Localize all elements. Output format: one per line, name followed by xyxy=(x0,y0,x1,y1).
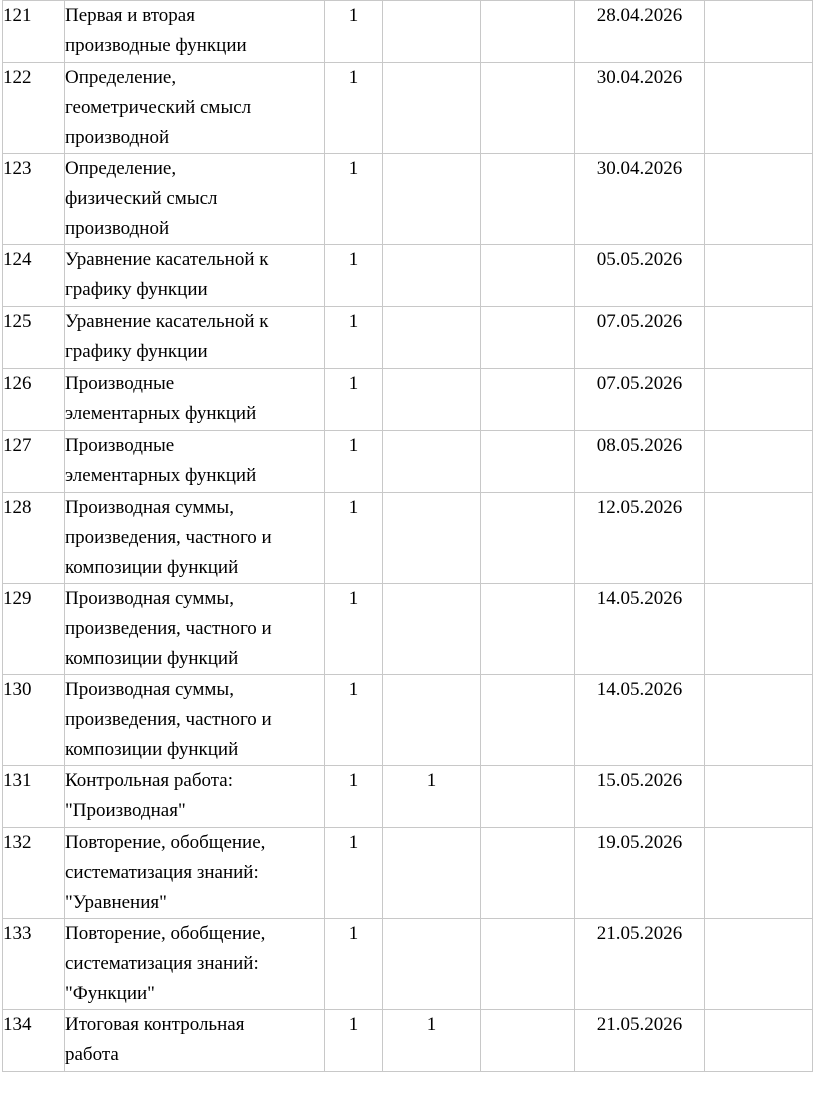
lesson-plan-table xyxy=(2,0,813,1072)
lesson-date: 08.05.2026 xyxy=(575,431,705,493)
lesson-practical-work xyxy=(481,828,575,919)
lesson-topic-line: физический смысл xyxy=(65,188,218,209)
lesson-number-cell xyxy=(3,431,65,493)
lesson-topic-cell xyxy=(65,307,325,369)
lesson-hours: 1 xyxy=(325,1,383,63)
lesson-topic-line: производной xyxy=(65,127,170,148)
lesson-topic-line: Повторение, обобщение, xyxy=(65,832,266,853)
lesson-date: 14.05.2026 xyxy=(575,675,705,766)
lesson-hours: 1 xyxy=(325,675,383,766)
lesson-practical-work xyxy=(481,919,575,1010)
lesson-control-work xyxy=(383,245,481,307)
lesson-topic-line: Контрольная работа: xyxy=(65,770,234,791)
table-row xyxy=(3,919,813,1010)
table-row xyxy=(3,675,813,766)
lesson-topic-line: Первая и вторая xyxy=(65,5,195,26)
lesson-number: 128 xyxy=(3,497,32,518)
table-row xyxy=(3,1010,813,1072)
lesson-topic-line: произведения, частного и xyxy=(65,709,272,730)
lesson-hours: 1 xyxy=(325,1010,383,1072)
lesson-date: 07.05.2026 xyxy=(575,307,705,369)
lesson-number: 132 xyxy=(3,832,32,853)
lesson-date: 21.05.2026 xyxy=(575,919,705,1010)
lesson-control-work xyxy=(383,307,481,369)
lesson-topic-line: Уравнение касательной к xyxy=(65,311,269,332)
lesson-control-work: 1 xyxy=(383,766,481,828)
lesson-control-work xyxy=(383,584,481,675)
table-row xyxy=(3,828,813,919)
lesson-control-work xyxy=(383,369,481,431)
lesson-practical-work xyxy=(481,766,575,828)
lesson-actual-date xyxy=(705,154,813,245)
lesson-practical-work xyxy=(481,584,575,675)
lesson-topic-line: производной xyxy=(65,218,170,239)
lesson-hours: 1 xyxy=(325,493,383,584)
lesson-actual-date xyxy=(705,1,813,63)
lesson-topic-line: Определение, xyxy=(65,158,177,179)
lesson-number-cell xyxy=(3,584,65,675)
lesson-topic-cell xyxy=(65,369,325,431)
lesson-number: 124 xyxy=(3,249,32,270)
lesson-date: 30.04.2026 xyxy=(575,63,705,154)
lesson-date: 21.05.2026 xyxy=(575,1010,705,1072)
lesson-topic-cell xyxy=(65,828,325,919)
lesson-date: 28.04.2026 xyxy=(575,1,705,63)
table-row xyxy=(3,1,813,63)
lesson-practical-work xyxy=(481,63,575,154)
lesson-number: 129 xyxy=(3,588,32,609)
lesson-control-work xyxy=(383,493,481,584)
lesson-topic-line: работа xyxy=(65,1044,119,1065)
lesson-practical-work xyxy=(481,675,575,766)
lesson-number: 131 xyxy=(3,770,32,791)
lesson-topic-line: элементарных функций xyxy=(65,465,257,486)
lesson-practical-work xyxy=(481,1,575,63)
lesson-practical-work xyxy=(481,493,575,584)
table-row xyxy=(3,154,813,245)
lesson-control-work xyxy=(383,828,481,919)
lesson-number: 134 xyxy=(3,1014,32,1035)
lesson-practical-work xyxy=(481,154,575,245)
lesson-practical-work xyxy=(481,245,575,307)
lesson-practical-work xyxy=(481,1010,575,1072)
lesson-number: 121 xyxy=(3,5,32,26)
table-row xyxy=(3,431,813,493)
lesson-actual-date xyxy=(705,584,813,675)
lesson-topic-cell xyxy=(65,675,325,766)
lesson-hours: 1 xyxy=(325,245,383,307)
lesson-topic-line: "Производная" xyxy=(65,800,186,821)
lesson-plan-body xyxy=(3,1,813,1072)
lesson-number: 127 xyxy=(3,435,32,456)
lesson-topic-cell xyxy=(65,245,325,307)
lesson-date: 15.05.2026 xyxy=(575,766,705,828)
lesson-date: 14.05.2026 xyxy=(575,584,705,675)
table-row xyxy=(3,245,813,307)
lesson-topic-line: Производная суммы, xyxy=(65,497,234,518)
lesson-actual-date xyxy=(705,307,813,369)
lesson-hours: 1 xyxy=(325,431,383,493)
lesson-number-cell xyxy=(3,1,65,63)
lesson-number-cell xyxy=(3,828,65,919)
lesson-topic-line: элементарных функций xyxy=(65,403,257,424)
lesson-topic-line: произведения, частного и xyxy=(65,618,272,639)
lesson-topic-line: графику функции xyxy=(65,279,208,300)
lesson-practical-work xyxy=(481,369,575,431)
lesson-number-cell xyxy=(3,369,65,431)
lesson-number-cell xyxy=(3,245,65,307)
lesson-topic-line: "Функции" xyxy=(65,983,155,1004)
lesson-number: 123 xyxy=(3,158,32,179)
lesson-topic-line: композиции функций xyxy=(65,557,239,578)
lesson-actual-date xyxy=(705,63,813,154)
lesson-actual-date xyxy=(705,766,813,828)
lesson-date: 12.05.2026 xyxy=(575,493,705,584)
lesson-topic-line: композиции функций xyxy=(65,648,239,669)
lesson-number: 133 xyxy=(3,923,32,944)
lesson-hours: 1 xyxy=(325,63,383,154)
lesson-number: 122 xyxy=(3,67,32,88)
lesson-number: 130 xyxy=(3,679,32,700)
lesson-number-cell xyxy=(3,154,65,245)
lesson-control-work xyxy=(383,675,481,766)
lesson-topic-line: "Уравнения" xyxy=(65,892,167,913)
lesson-topic-line: Итоговая контрольная xyxy=(65,1014,245,1035)
lesson-practical-work xyxy=(481,431,575,493)
lesson-hours: 1 xyxy=(325,584,383,675)
lesson-topic-line: Определение, xyxy=(65,67,177,88)
lesson-hours: 1 xyxy=(325,828,383,919)
lesson-number-cell xyxy=(3,307,65,369)
lesson-date: 07.05.2026 xyxy=(575,369,705,431)
lesson-topic-line: систематизация знаний: xyxy=(65,953,259,974)
table-row xyxy=(3,307,813,369)
lesson-number-cell xyxy=(3,493,65,584)
lesson-date: 19.05.2026 xyxy=(575,828,705,919)
lesson-hours: 1 xyxy=(325,369,383,431)
lesson-topic-cell xyxy=(65,919,325,1010)
lesson-actual-date xyxy=(705,369,813,431)
lesson-date: 05.05.2026 xyxy=(575,245,705,307)
lesson-hours: 1 xyxy=(325,919,383,1010)
lesson-topic-cell xyxy=(65,493,325,584)
table-row xyxy=(3,369,813,431)
table-row xyxy=(3,493,813,584)
lesson-topic-line: Производные xyxy=(65,435,175,456)
table-row xyxy=(3,766,813,828)
lesson-actual-date xyxy=(705,828,813,919)
lesson-topic-cell xyxy=(65,431,325,493)
lesson-hours: 1 xyxy=(325,154,383,245)
lesson-actual-date xyxy=(705,493,813,584)
lesson-topic-line: геометрический смысл xyxy=(65,97,252,118)
lesson-control-work xyxy=(383,154,481,245)
lesson-actual-date xyxy=(705,1010,813,1072)
lesson-practical-work xyxy=(481,307,575,369)
lesson-topic-line: композиции функций xyxy=(65,739,239,760)
lesson-topic-line: графику функции xyxy=(65,341,208,362)
lesson-number-cell xyxy=(3,919,65,1010)
lesson-topic-cell xyxy=(65,1010,325,1072)
lesson-topic-line: Производные xyxy=(65,373,175,394)
lesson-control-work xyxy=(383,63,481,154)
lesson-control-work xyxy=(383,431,481,493)
lesson-topic-line: произведения, частного и xyxy=(65,527,272,548)
lesson-actual-date xyxy=(705,919,813,1010)
lesson-topic-line: Производная суммы, xyxy=(65,588,234,609)
lesson-topic-cell xyxy=(65,63,325,154)
lesson-topic-cell xyxy=(65,154,325,245)
lesson-date: 30.04.2026 xyxy=(575,154,705,245)
lesson-actual-date xyxy=(705,431,813,493)
lesson-number-cell xyxy=(3,1010,65,1072)
lesson-topic-cell xyxy=(65,1,325,63)
table-row xyxy=(3,63,813,154)
lesson-topic-line: систематизация знаний: xyxy=(65,862,259,883)
lesson-actual-date xyxy=(705,675,813,766)
lesson-topic-cell xyxy=(65,584,325,675)
table-row xyxy=(3,584,813,675)
lesson-number-cell xyxy=(3,63,65,154)
lesson-actual-date xyxy=(705,245,813,307)
lesson-control-work xyxy=(383,1,481,63)
lesson-control-work xyxy=(383,919,481,1010)
lesson-hours: 1 xyxy=(325,766,383,828)
lesson-topic-line: Повторение, обобщение, xyxy=(65,923,266,944)
lesson-topic-line: Уравнение касательной к xyxy=(65,249,269,270)
lesson-number-cell xyxy=(3,766,65,828)
lesson-control-work: 1 xyxy=(383,1010,481,1072)
lesson-topic-line: Производная суммы, xyxy=(65,679,234,700)
lesson-hours: 1 xyxy=(325,307,383,369)
lesson-number: 126 xyxy=(3,373,32,394)
lesson-number: 125 xyxy=(3,311,32,332)
lesson-number-cell xyxy=(3,675,65,766)
lesson-topic-cell xyxy=(65,766,325,828)
lesson-topic-line: производные функции xyxy=(65,35,247,56)
